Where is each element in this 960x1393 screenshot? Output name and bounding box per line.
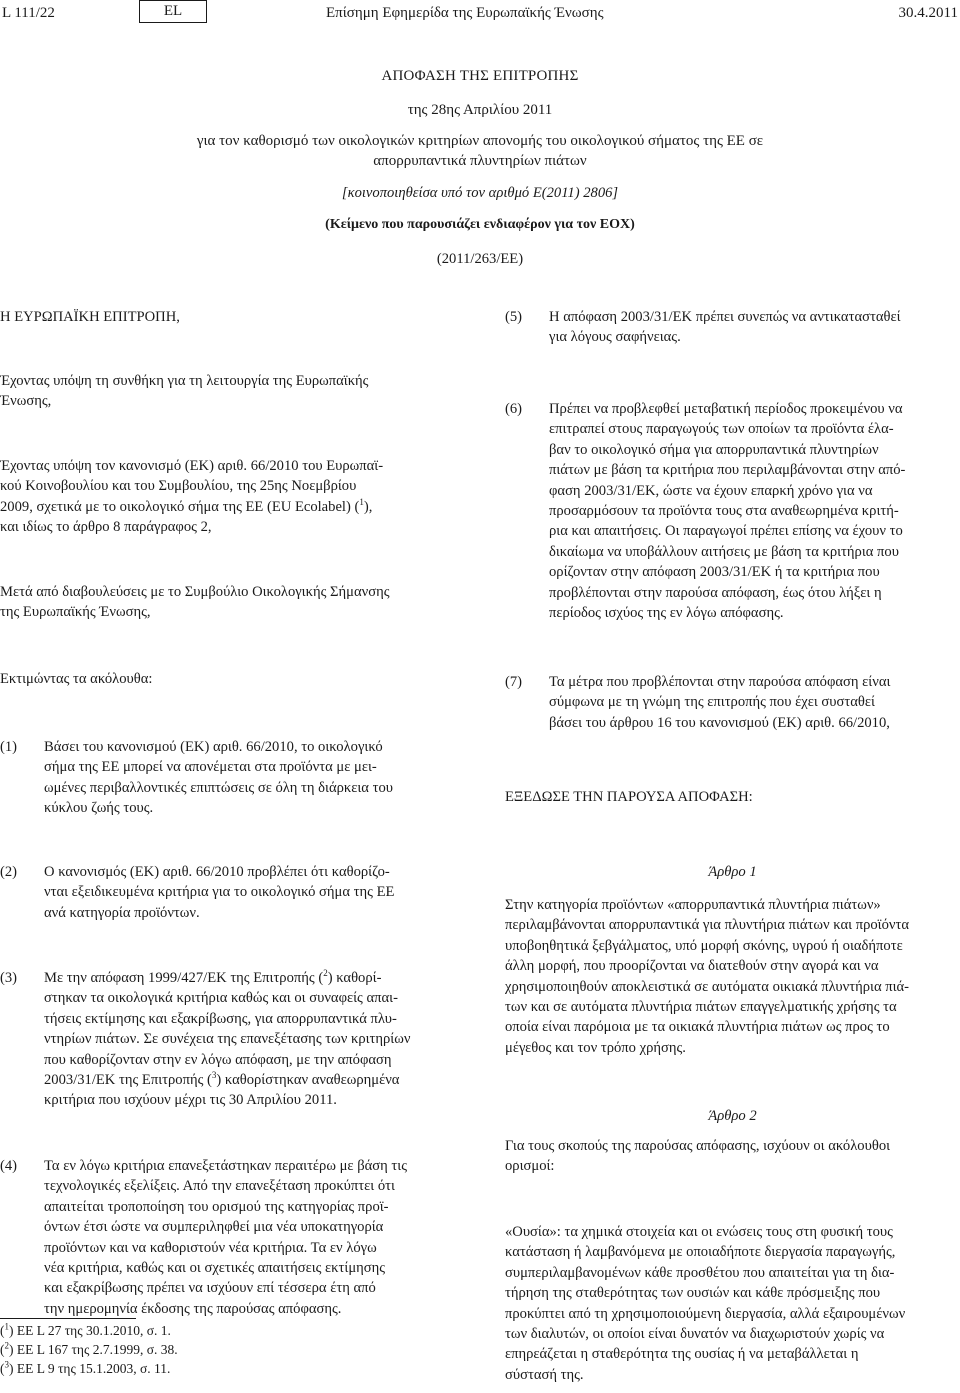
text-line: Έχοντας υπόψη τη συνθήκη για τη λειτουργία της Ευρωπαϊκής	[0, 373, 369, 389]
text-line: βάσει του άρθρου 16 του κανονισμού (ΕΚ) αριθ. 66/2010,	[549, 714, 890, 731]
subject-line: για τον καθορισμό των οικολογικών κριτηρίων απονομής του οικολογικού σήματος της ΕΕ σε	[196, 133, 764, 149]
text-line: υποβοηθητικά ξεβγάλματος, υπό μορφή σκόνης, υγρού ή οιαδήποτε	[505, 937, 903, 954]
footnote-ref[interactable]: 3	[211, 1070, 217, 1081]
text-line: επιτραπεί στους παραγωγούς των οποίων τα προϊόντα έλα-	[549, 421, 894, 438]
text-line: συμπεριλαμβανομένων κάθε προσθέτου που απαιτείται για τη δια-	[505, 1264, 895, 1281]
footnote-ref[interactable]: 2	[323, 968, 328, 979]
text-fragment: Με την απόφαση 1999/427/ΕΚ της Επιτροπής (	[44, 970, 324, 986]
text-fragment: 2003/31/ΕΚ της Επιτροπής (	[44, 1072, 212, 1089]
footnote-ref[interactable]: 1	[359, 496, 364, 507]
article-2-intro	[505, 1136, 960, 1177]
recital-number: (4)	[0, 1158, 18, 1174]
footnote-divider	[0, 1318, 136, 1319]
text-line: και ιδίως το άρθρο 8 παράγραφος 2,	[0, 519, 212, 536]
text-line: Τα μέτρα που προβλέπονται στην παρούσα απόφαση είναι	[549, 674, 891, 690]
text-line: Βάσει του κανονισμού (ΕΚ) αριθ. 66/2010, το οικολογικό	[44, 739, 383, 755]
recital-number: (3)	[0, 970, 18, 986]
text-line: «Ουσία»: τα χημικά στοιχεία και οι ενώσεις τους στη φυσική τους	[505, 1224, 893, 1240]
footnote-2: ($^2$) ΕΕ L 167 της 2.7.1999, σ. 38.	[0, 1340, 178, 1357]
text-line: Τα εν λόγω κριτήρια επανεξετάστηκαν περαιτέρω με βάση τις	[44, 1158, 407, 1174]
text-line: τεχνολογικές εξελίξεις. Από την επανεξέταση προκύπτει ότι	[44, 1178, 395, 1195]
text-line: ανά κατηγορία προϊόντων.	[44, 904, 200, 921]
text-line: προϊόντων και να καθοριστούν νέα κριτήρια. Τα εν λόγω	[44, 1239, 377, 1256]
text-line: τήρηση της σταθερότητας των ουσιών και κάθε πρόσμειξης που	[505, 1285, 881, 1302]
decision-date: της 28ης Απριλίου 2011	[407, 102, 553, 118]
text-fragment: ) καθορίστηκαν αναθεωρημένα	[216, 1072, 400, 1089]
journal-title: Επίσημη Εφημερίδα της Ευρωπαϊκής Ένωσης	[326, 5, 604, 21]
recital-7	[549, 672, 960, 733]
text-line: Μετά από διαβουλεύσεις με το Συμβούλιο Οικολογικής Σήμανσης	[0, 584, 390, 600]
text-line: οποία είναι παρόμοια με τα οικιακά πλυντήρια πιάτων ως προς το	[505, 1019, 890, 1036]
footnote-text: ΕΕ L 27 της 30.1.2010, σ. 1.	[16, 1323, 171, 1338]
text-line: κού Κοινοβουλίου και του Συμβουλίου, της 25ης Νοεμβρίου	[0, 478, 357, 495]
text-line: νται εξειδικευμένα κριτήρια για το οικολογικό σήμα της ΕΕ	[44, 884, 395, 901]
text-line: Ο κανονισμός (ΕΚ) αριθ. 66/2010 προβλέπει ότι καθορίζο-	[44, 864, 390, 880]
footnote-marker: 2	[4, 1340, 9, 1351]
text-line: Ένωσης,	[0, 393, 52, 410]
recital-number: (1)	[0, 739, 18, 755]
subject-line: απορρυπαντικά πλυντηρίων πιάτων	[373, 153, 587, 169]
text-line: για λόγους σαφήνειας.	[549, 329, 681, 346]
recital-number: (6)	[505, 401, 523, 417]
text-line: απαιτείται τροποποίηση του ορισμού της κατηγορίας προϊ-	[44, 1198, 389, 1215]
text-line	[44, 968, 456, 988]
text-line: βαν το οικολογικό σήμα για απορρυπαντικά πλυντηρίων	[549, 441, 879, 458]
text-line: ντηρίων πιάτων. Σε συνέχεια της επανεξέτασης των κριτηρίων	[44, 1031, 411, 1048]
text-line: μέγεθος και τον τρόπο χρήσης.	[505, 1039, 686, 1056]
recital-6	[549, 399, 960, 623]
text-line: όντων έτσι ώστε να συμπεριληφθεί μια νέα υποκατηγορία	[44, 1219, 384, 1236]
footnote-text: ΕΕ L 9 της 15.1.2003, σ. 11.	[16, 1361, 171, 1376]
text-line: περιλαμβάνονται απορρυπαντικά για πλυντήρια πιάτων και προϊόντα	[505, 917, 909, 934]
text-line: προσαρμόσουν τα προϊόντα τους στα αναθεωρημένα κριτή-	[549, 503, 899, 520]
recital-4	[44, 1156, 456, 1319]
text-line: φαση 2003/31/ΕΚ, ώστε να έχουν επαρκή χρόνο για να	[549, 482, 873, 499]
text-line: προκύπτει από τη χρησιμοποιούμενη διεργασία, αλλά εξαιρουμένων	[505, 1305, 906, 1322]
text-line: των και σε αυτόματα πλυντήρια πιάτων επαγγελματικής χρήσης τα	[505, 999, 897, 1016]
text-line: περίοδος ισχύος της εν λόγω απόφασης.	[549, 605, 784, 622]
text-line: ωμένες περιβαλλοντικές επιπτώσεις σε όλη τη διάρκεια του	[44, 779, 393, 796]
text-line: ορισμοί:	[505, 1158, 555, 1175]
text-line: σήμα της ΕΕ μπορεί να απονέμεται στα προϊόντα με μει-	[44, 759, 377, 776]
text-line: και εξακρίβωσης πρέπει να ισχύουν επί τέσσερα έτη από	[44, 1280, 376, 1297]
text-line: στηκαν τα οικολογικά κριτήρια καθώς και οι συναφείς απαι-	[44, 990, 398, 1007]
recital-number: (7)	[505, 674, 523, 690]
text-line: προβλέπονται στην παρούσα απόφαση, έως ότου λήξει η	[549, 584, 882, 601]
text-line: Η απόφαση 2003/31/ΕΚ πρέπει συνεπώς να αντικατασταθεί	[549, 309, 901, 325]
text-line: δικαίωμα να υποβάλλουν αιτήσεις με βάση τα κριτήρια που	[549, 543, 899, 560]
text-line: κριτήρια που ισχύουν μέχρι τις 30 Απριλίου 2011.	[44, 1092, 337, 1109]
whereas-heading: Εκτιμώντας τα ακόλουθα:	[0, 671, 153, 687]
decision-subject	[60, 131, 900, 171]
definition-substance	[505, 1222, 960, 1385]
text-line	[44, 1070, 456, 1090]
text-line: σύστασή της.	[505, 1366, 584, 1383]
footnote-text: ΕΕ L 167 της 2.7.1999, σ. 38.	[16, 1342, 178, 1357]
text-line: κατάσταση ή λαμβανόμενα με οποιαδήποτε διεργασία παραγωγής,	[505, 1244, 896, 1261]
language-box: EL	[139, 0, 207, 23]
recital-having-regard-treaty	[0, 371, 456, 412]
article-2-title: Άρθρο 2	[708, 1108, 757, 1124]
adopted-heading: ΕΞΕΔΩΣΕ ΤΗΝ ΠΑΡΟΥΣΑ ΑΠΟΦΑΣΗ:	[505, 789, 753, 805]
footnote-marker: 1	[4, 1321, 9, 1332]
text-line: νέα κριτήρια, καθώς και οι σχετικές απαιτήσεις εκτίμησης	[44, 1260, 386, 1277]
text-line: Έχοντας υπόψη τον κανονισμό (ΕΚ) αριθ. 66/2010 του Ευρωπαϊ-	[0, 458, 384, 474]
text-line: Στην κατηγορία προϊόντων «απορρυπαντικά πλυντήρια πιάτων»	[505, 897, 881, 913]
text-line: πιάτων με βάση τα κριτήρια που περιλαμβάνονται στην από-	[549, 462, 906, 479]
issue-date: 30.4.2011	[898, 5, 958, 21]
commission-heading: Η ΕΥΡΩΠΑΪΚΗ ΕΠΙΤΡΟΠΗ,	[0, 309, 180, 325]
decision-title: ΑΠΟΦΑΣΗ ΤΗΣ ΕΠΙΤΡΟΠΗΣ	[381, 68, 579, 84]
recital-after-consulting	[0, 582, 456, 623]
text-line: χρησιμοποιηθούν αποκλειστικά σε αυτόματα οικιακά πλυντήρια πιά-	[505, 978, 910, 995]
text-line: σύμφωνα με τη γνώμη της επιτροπής που έχει συσταθεί	[549, 694, 875, 711]
text-line: την ημερομηνία έκδοσης της παρούσας απόφασης.	[44, 1300, 342, 1317]
notification-number: [κοινοποιηθείσα υπό τον αριθμό Ε(2011) 2806]	[341, 185, 619, 201]
article-1-text	[505, 895, 960, 1058]
text-fragment: ) καθορί-	[327, 970, 382, 986]
recital-5	[549, 307, 960, 348]
text-line: Πρέπει να προβλεφθεί μεταβατική περίοδος προκειμένου να	[549, 401, 903, 417]
text-line: της Ευρωπαϊκής Ένωσης,	[0, 604, 151, 621]
text-line: των διαλυτών, οι οποίοι είναι δυνατόν να διαχωριστούν χωρίς να	[505, 1326, 885, 1343]
recital-number: (5)	[505, 309, 523, 325]
recital-2	[44, 862, 456, 923]
article-1-title: Άρθρο 1	[708, 864, 757, 880]
text-fragment: 2009, σχετικά με το οικολογικό σήμα της ΕΕ (EU Ecolabel) (	[0, 498, 360, 515]
footnote-1: ($^1$) ΕΕ L 27 της 30.1.2010, σ. 1.	[0, 1321, 171, 1338]
recital-number: (2)	[0, 864, 18, 880]
text-line: άλλη μορφή, που προορίζονται να διατεθούν στην αγορά και να	[505, 958, 879, 975]
decision-reference: (2011/263/ΕΕ)	[436, 251, 524, 267]
footnote-marker: 3	[4, 1359, 9, 1370]
recital-1	[44, 737, 456, 819]
text-line: κύκλου ζωής τους.	[44, 800, 154, 817]
text-line: επηρεάζεται η σταθερότητα της ουσίας ή να μεταβάλλεται η	[505, 1346, 859, 1363]
text-line: ρια και απαιτήσεις. Οι παραγωγοί πρέπει επίσης να έχουν το	[549, 523, 903, 540]
recital-having-regard-regulation	[0, 456, 456, 538]
text-fragment: ),	[363, 498, 373, 515]
eea-relevance: (Κείμενο που παρουσιάζει ενδιαφέρον για τον ΕΟΧ)	[325, 217, 635, 232]
text-line: Για τους σκοπούς της παρούσας απόφασης, ισχύουν οι ακόλουθοι	[505, 1138, 891, 1154]
page-header	[0, 0, 960, 26]
page-reference: L 111/22	[2, 5, 55, 21]
text-line	[0, 497, 456, 517]
recital-3	[44, 968, 456, 1111]
text-line: τήσεις εκτίμησης και εξακρίβωσης, για απορρυπαντικά πλυ-	[44, 1010, 397, 1027]
text-line: ορίζονταν στην απόφαση 2003/31/ΕΚ ή τα κριτήρια που	[549, 564, 880, 581]
footnote-3: ($^3$) ΕΕ L 9 της 15.1.2003, σ. 11.	[0, 1359, 171, 1376]
text-line: που καθορίζονταν στην εν λόγω απόφαση, με την απόφαση	[44, 1051, 392, 1068]
